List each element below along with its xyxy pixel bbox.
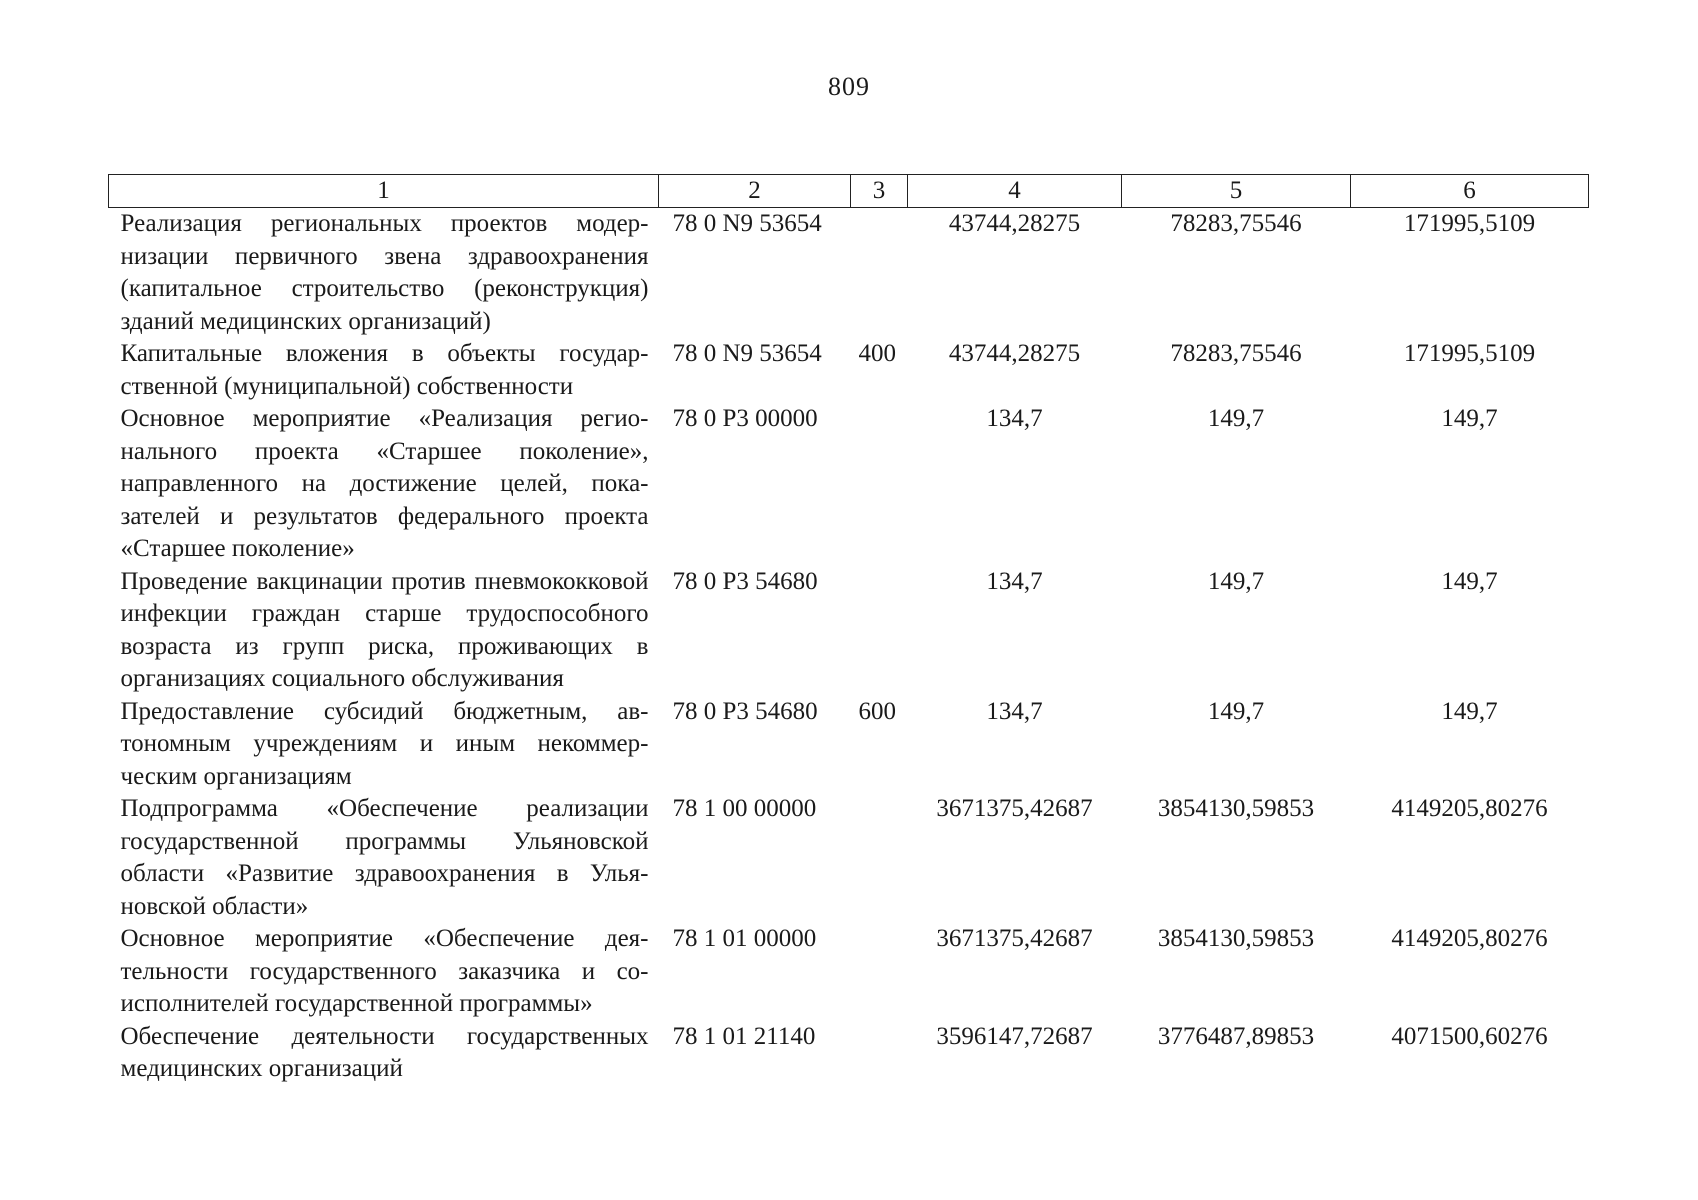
row-expense-type [851, 566, 908, 696]
row-value-year-1: 43744,28275 [948, 340, 1081, 367]
row-name: Проведение вакцинации против пневмококковой инфекции граждан старше трудоспособного возраста из групп риска, проживающих в организациях социального обслуживания [120, 567, 649, 692]
row-name: Предоставление субсидий бюджетным, автономным учреждениям и иным некоммерческим организациям [120, 697, 649, 790]
table-row [109, 923, 1589, 1021]
row-value-year-1: 3596147,72687 [936, 1022, 1093, 1050]
row-value-year-2: 3854130,59853 [1157, 795, 1315, 822]
row-code: 78 1 01 00000 [672, 925, 817, 952]
row-name: Подпрограмма «Обеспечение реализации государственной программы Ульяновской области «Развитие здравоохранения в Ульяновской области» [120, 795, 649, 920]
row-expense-type [851, 1021, 908, 1086]
row-name: Основное мероприятие «Реализация регионального проекта «Старшее поколение», направленного на достижение целей, показателей и результатов федерального проекта «Старшее поколение» [120, 405, 649, 562]
row-value-year-1: 134,7 [986, 697, 1043, 725]
row-code: 78 0 P3 54680 [672, 697, 818, 725]
table-row [109, 1021, 1589, 1086]
column-header-year-3: 6 [1351, 175, 1589, 208]
row-value-year-2: 78283,75546 [1170, 210, 1302, 237]
row-value-year-3: 4149205,80276 [1391, 925, 1548, 952]
budget-table [108, 174, 1589, 1086]
row-expense-type [851, 208, 908, 339]
row-value-year-3: 4149205,80276 [1391, 795, 1548, 822]
row-value-year-3: 171995,5109 [1403, 340, 1536, 367]
column-header-expense-type: 3 [851, 175, 908, 208]
row-expense-type [851, 923, 908, 1021]
row-value-year-1: 134,7 [986, 405, 1043, 432]
row-expense-type [851, 793, 908, 923]
table-row [109, 696, 1589, 794]
column-header-year-1: 4 [908, 175, 1122, 208]
column-header-code: 2 [659, 175, 851, 208]
row-value-year-1: 3671375,42687 [936, 795, 1093, 822]
page-number: 809 [828, 72, 870, 101]
row-code: 78 0 N9 53654 [672, 210, 822, 237]
table-row [109, 338, 1589, 403]
column-header-name: 1 [109, 175, 659, 208]
table-row [109, 566, 1589, 696]
row-value-year-3: 149,7 [1441, 567, 1498, 595]
table-row [109, 208, 1589, 339]
table-row [109, 403, 1589, 566]
row-value-year-3: 149,7 [1441, 405, 1498, 432]
row-value-year-2: 3776487,89853 [1157, 1022, 1315, 1050]
row-expense-type: 600 [858, 697, 896, 725]
row-value-year-1: 43744,28275 [948, 210, 1081, 237]
row-value-year-3: 171995,5109 [1403, 210, 1536, 237]
row-value-year-2: 149,7 [1207, 405, 1265, 432]
row-code: 78 0 N9 53654 [672, 340, 822, 367]
row-name: Основное мероприятие «Обеспечение деятельности государственного заказчика и соисполнителей государственной программы» [120, 925, 649, 1017]
row-value-year-2: 149,7 [1207, 697, 1265, 725]
row-value-year-2: 78283,75546 [1170, 340, 1302, 367]
row-value-year-2: 3854130,59853 [1157, 925, 1315, 952]
row-value-year-2: 149,7 [1207, 567, 1265, 595]
row-code: 78 0 P3 00000 [672, 405, 818, 432]
row-expense-type: 400 [858, 340, 896, 367]
row-code: 78 1 00 00000 [672, 795, 817, 822]
row-code: 78 1 01 21140 [672, 1022, 816, 1050]
row-value-year-3: 149,7 [1441, 697, 1498, 725]
row-name: Капитальные вложения в объекты государственной (муниципальной) собственности [120, 340, 649, 400]
table-row [109, 793, 1589, 923]
row-code: 78 0 P3 54680 [672, 567, 818, 595]
row-name: Реализация региональных проектов модернизации первичного звена здравоохранения (капитальное строительство (реконструкция) зданий медицинских организаций) [120, 210, 649, 335]
row-expense-type [851, 403, 908, 566]
column-header-year-2: 5 [1122, 175, 1351, 208]
row-value-year-1: 3671375,42687 [936, 925, 1093, 952]
row-value-year-1: 134,7 [986, 567, 1043, 595]
row-value-year-3: 4071500,60276 [1391, 1022, 1548, 1050]
row-name: Обеспечение деятельности государственных медицинских организаций [120, 1022, 649, 1082]
header-row [109, 175, 1589, 208]
